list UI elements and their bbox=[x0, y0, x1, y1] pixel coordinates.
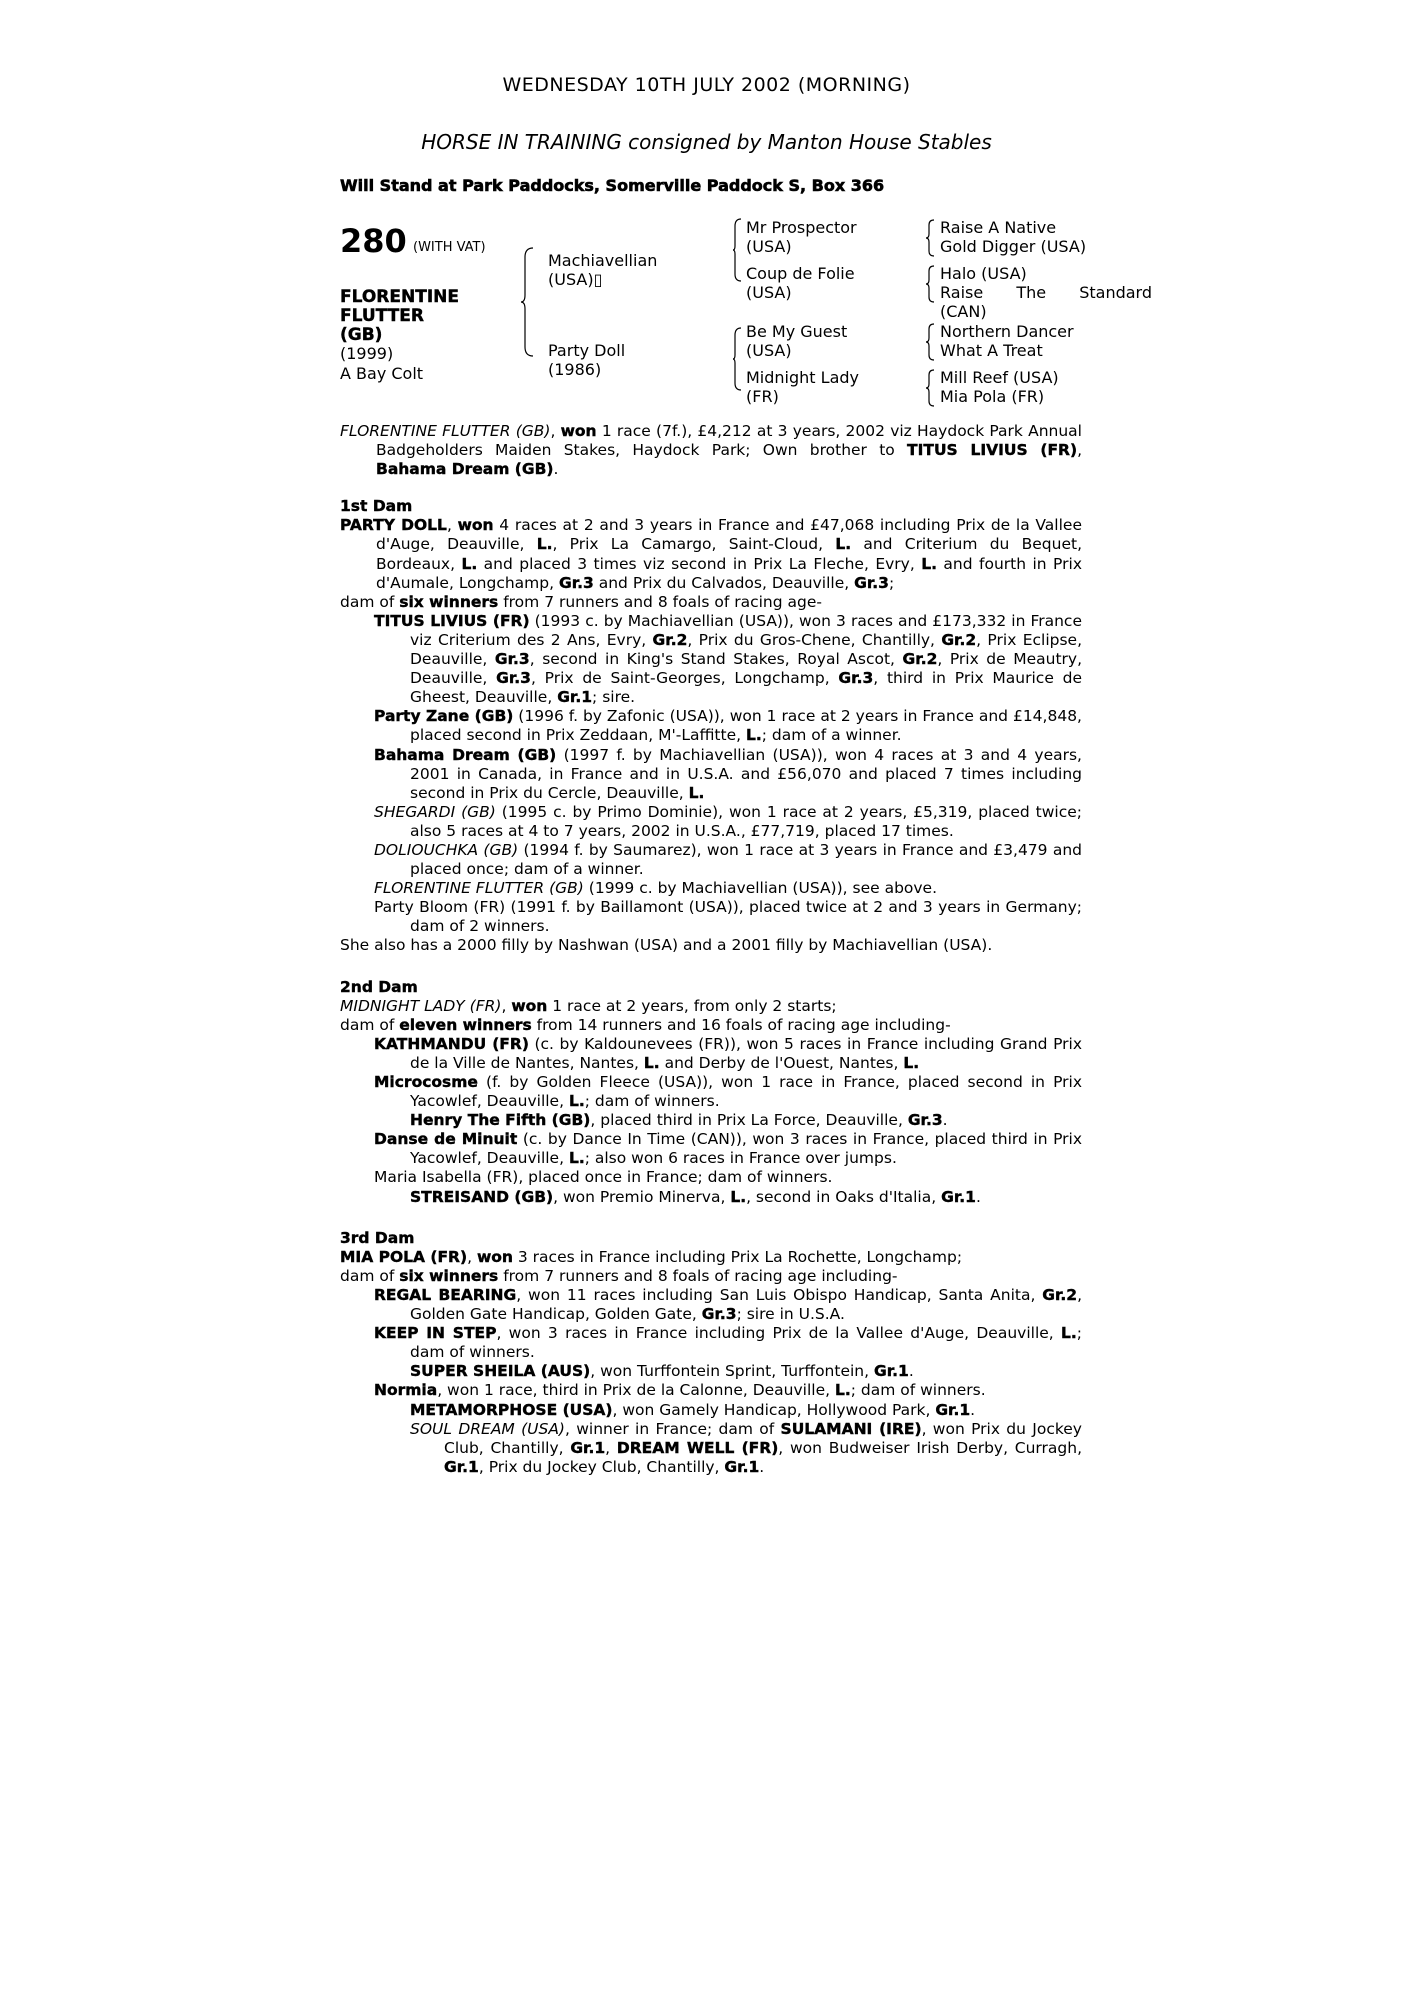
horse-description: A Bay Colt bbox=[340, 364, 424, 383]
lot-summary: FLORENTINE FLUTTER (GB), won 1 race (7f.), £4,212 at 3 years, 2002 viz Haydock Park Annual Badgeholders Maiden Stakes, Haydock Park; Own brother to TITUS LIVIUS (FR), Bahama Dream (GB). bbox=[340, 422, 1082, 479]
pedigree-ggsire-3: Northern Dancer bbox=[940, 322, 1074, 341]
grandproduce-entry: Henry The Fifth (GB), placed third in Prix La Force, Deauville, Gr.3. bbox=[410, 1111, 948, 1130]
pedigree-dam-sire: Be My Guest (USA) bbox=[746, 322, 848, 360]
dam-entry: MIA POLA (FR), won 3 races in France including Prix La Rochette, Longchamp; bbox=[340, 1247, 963, 1266]
grandproduce-entry: STREISAND (GB), won Premio Minerva, L., second in Oaks d'Italia, Gr.1. bbox=[410, 1187, 981, 1206]
pedigree-dam-dam: Midnight Lady (FR) bbox=[746, 368, 859, 406]
pedigree-sire-sire: Mr Prospector (USA) bbox=[746, 218, 857, 256]
consignment-line: HORSE IN TRAINING consigned by Manton House Stables bbox=[421, 130, 992, 154]
grandproduce-entry: SUPER SHEILA (AUS), won Turffontein Sprint, Turffontein, Gr.1. bbox=[410, 1362, 914, 1381]
pedigree-sire-dam: Coup de Folie (USA) bbox=[746, 264, 855, 302]
dam-produce-summary: dam of six winners from 7 runners and 8 foals of racing age- bbox=[340, 592, 822, 611]
produce-entry: SHEGARDI (GB) (1995 c. by Primo Dominie), won 1 race at 2 years, £5,319, placed twice; also 5 races at 4 to 7 years, 2002 in U.S.A., £77,719, placed 17 times. bbox=[374, 802, 1082, 840]
horse-name bbox=[340, 288, 459, 345]
lot-number: 280 bbox=[340, 222, 407, 260]
sd-brace bbox=[925, 265, 935, 303]
horse-name-line: FLORENTINE bbox=[340, 287, 459, 307]
horse-name-line: FLUTTER bbox=[340, 306, 424, 326]
dam-produce-summary: dam of six winners from 7 runners and 8 foals of racing age including- bbox=[340, 1266, 898, 1285]
produce-entry: DOLIOUCHKA (GB) (1994 f. by Saumarez), won 1 race at 3 years in France and £3,479 and placed once; dam of a winner. bbox=[374, 840, 1082, 879]
additional-produce: She also has a 2000 filly by Nashwan (USA) and a 2001 filly by Machiavellian (USA). bbox=[340, 936, 993, 955]
sire-line-brace bbox=[732, 218, 742, 282]
grandproduce-entry: METAMORPHOSE (USA), won Gamely Handicap, Hollywood Park, Gr.1. bbox=[410, 1400, 976, 1419]
horse-name-line: (GB) bbox=[340, 325, 383, 345]
dd-brace bbox=[925, 369, 935, 407]
sire-dam-brace bbox=[520, 247, 534, 357]
ss-brace bbox=[925, 219, 935, 257]
pedigree-ggsire-2: Halo (USA) bbox=[940, 264, 1027, 283]
produce-entry: REGAL BEARING, won 11 races including San Luis Obispo Handicap, Santa Anita, Gr.2, Golden Gate Handicap, Golden Gate, Gr.3; sire in U.S.A. bbox=[374, 1285, 1083, 1324]
pedigree-ggdam-2-country: (CAN) bbox=[940, 302, 987, 321]
vat-note: (WITH VAT) bbox=[413, 240, 486, 255]
produce-entry: Bahama Dream (GB) (1997 f. by Machiavellian (USA)), won 4 races at 3 and 4 years, 2001 in Canada, in France and in U.S.A. and £56,070 and placed 7 times including second in Prix du Cercle, Deauville, L. bbox=[374, 745, 1082, 802]
pedigree-dam: Party Doll (1986) bbox=[548, 341, 626, 379]
dam-entry: PARTY DOLL, won 4 races at 2 and 3 years in France and £47,068 including Prix de la Vallee d'Auge, Deauville, L., Prix La Camargo, Saint-Cloud, L. and Criterium du Bequet, Bordeaux, L. and placed 3 times viz second in Prix La Fleche, Evry, L. and fourth in Prix d'Aumale, Longchamp, Gr.3 and Prix du Calvados, Deauville, Gr.3; bbox=[340, 516, 1082, 592]
stand-location: Will Stand at Park Paddocks, Somerville Paddock S, Box 366 bbox=[340, 176, 885, 195]
produce-entry: KATHMANDU (FR) (c. by Kaldounevees (FR)), won 5 races in France including Grand Prix de la Ville de Nantes, Nantes, L. and Derby de l'Ouest, Nantes, L. bbox=[374, 1034, 1082, 1072]
produce-entry: Party Zane (GB) (1996 f. by Zafonic (USA)), won 1 race at 2 years in France and £14,848, placed second in Prix Zeddaan, M'-Laffitte, L.; dam of a winner. bbox=[374, 707, 1082, 745]
dam-entry: MIDNIGHT LADY (FR), won 1 race at 2 years, from only 2 starts; bbox=[340, 996, 837, 1015]
section-heading-2nd-dam: 2nd Dam bbox=[340, 977, 418, 996]
produce-entry: Normia, won 1 race, third in Prix de la Calonne, Deauville, L.; dam of winners. bbox=[374, 1381, 986, 1400]
produce-entry: Maria Isabella (FR), placed once in France; dam of winners. bbox=[374, 1168, 833, 1187]
pedigree-ggsire-1: Raise A Native bbox=[940, 218, 1057, 237]
pedigree-ggdam-1: Gold Digger (USA) bbox=[940, 237, 1087, 256]
pedigree-ggdam-3: What A Treat bbox=[940, 341, 1043, 360]
produce-entry: Danse de Minuit (c. by Dance In Time (CAN)), won 3 races in France, placed third in Prix Yacowlef, Deauville, L.; also won 6 races in France over jumps. bbox=[374, 1130, 1082, 1168]
pedigree-ggsire-4: Mill Reef (USA) bbox=[940, 368, 1059, 387]
pedigree-ggdam-4: Mia Pola (FR) bbox=[940, 387, 1045, 406]
pedigree-ggdam-2: Raise The Standard bbox=[940, 283, 1152, 302]
produce-entry: Party Bloom (FR) (1991 f. by Baillamont (USA)), placed twice at 2 and 3 years in Germany; dam of 2 winners. bbox=[374, 898, 1082, 936]
catalogue-text bbox=[340, 422, 1082, 1477]
ds-brace bbox=[925, 323, 935, 361]
foaling-year: (1999) bbox=[340, 344, 394, 363]
section-heading-1st-dam: 1st Dam bbox=[340, 497, 413, 516]
produce-entry: Microcosme (f. by Golden Fleece (USA)), won 1 race in France, placed second in Prix Yacowlef, Deauville, L.; dam of winners. bbox=[374, 1073, 1082, 1111]
dam-line-brace bbox=[732, 327, 742, 391]
section-heading-3rd-dam: 3rd Dam bbox=[340, 1228, 415, 1247]
sale-date: WEDNESDAY 10TH JULY 2002 (MORNING) bbox=[502, 74, 911, 96]
horse-meta bbox=[340, 344, 423, 384]
produce-entry: KEEP IN STEP, won 3 races in France including Prix de la Vallee d'Auge, Deauville, L.; dam of winners. bbox=[374, 1324, 1082, 1362]
great-grandproduce-entry: SOUL DREAM (USA), winner in France; dam of SULAMANI (IRE), won Prix du Jockey Club, Chantilly, Gr.1, DREAM WELL (FR), won Budweiser Irish Derby, Curragh, Gr.1, Prix du Jockey Club, Chantilly, Gr.1. bbox=[410, 1419, 1082, 1476]
dam-produce-summary: dam of eleven winners from 14 runners and 16 foals of racing age including- bbox=[340, 1015, 951, 1034]
pedigree-sire: Machiavellian (USA)▯ bbox=[548, 251, 658, 289]
produce-entry: TITUS LIVIUS (FR) (1993 c. by Machiavellian (USA)), won 3 races and £173,332 in France viz Criterium des 2 Ans, Evry, Gr.2, Prix du Gros-Chene, Chantilly, Gr.2, Prix Eclipse, Deauville, Gr.3, second in King's Stand Stakes, Royal Ascot, Gr.2, Prix de Meautry, Deauville, Gr.3, Prix de Saint-Georges, Longchamp, Gr.3, third in Prix Maurice de Gheest, Deauville, Gr.1; sire. bbox=[374, 611, 1083, 707]
produce-entry: FLORENTINE FLUTTER (GB) (1999 c. by Machiavellian (USA)), see above. bbox=[374, 879, 938, 898]
